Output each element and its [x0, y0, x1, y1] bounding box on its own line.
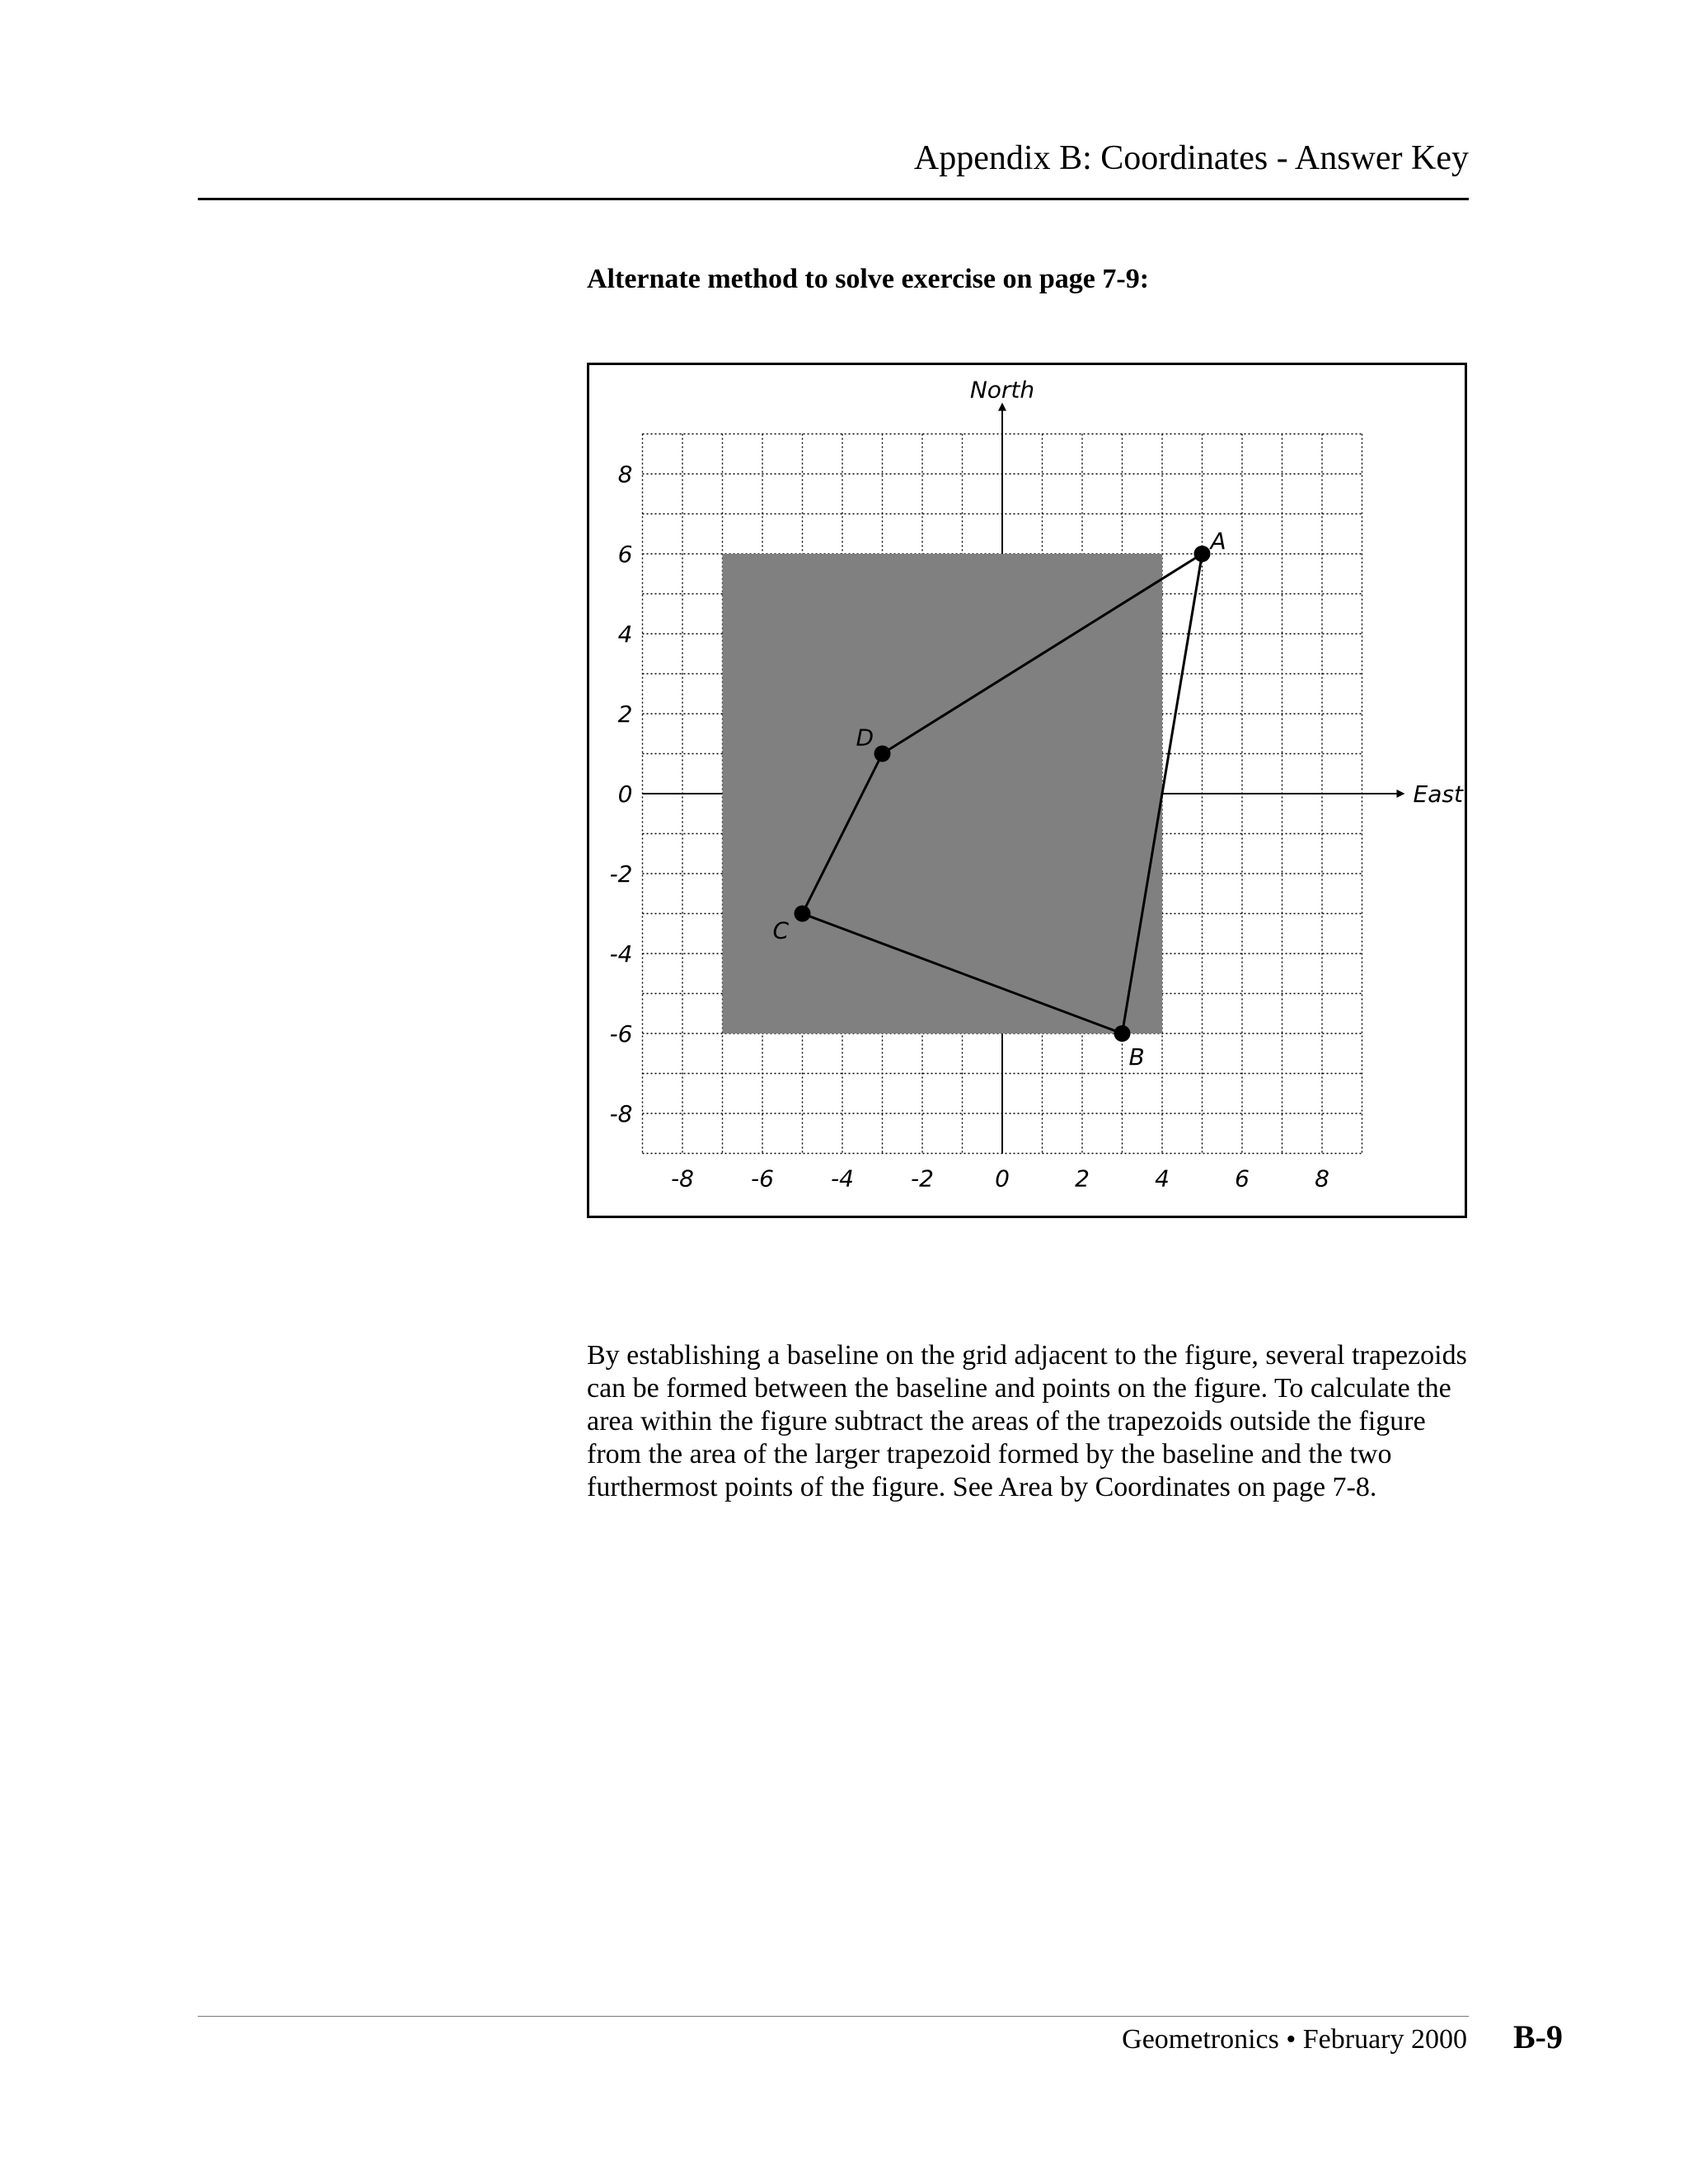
x-tick-label: -6 [751, 1165, 774, 1193]
y-tick-label: -8 [609, 1100, 633, 1127]
y-tick-label: 8 [617, 461, 633, 488]
point-label-b: B [1128, 1043, 1145, 1071]
point-label-c: C [772, 916, 790, 944]
point-label-d: D [856, 724, 874, 752]
coordinate-grid [589, 365, 1470, 1221]
y-tick-label: 0 [617, 780, 633, 808]
x-tick-label: 2 [1075, 1165, 1090, 1193]
x-tick-label: 8 [1315, 1165, 1329, 1193]
shaded-rectangle [723, 554, 1163, 1033]
point-a [1194, 546, 1211, 562]
x-tick-label: -8 [671, 1165, 694, 1193]
page-title: Appendix B: Coordinates - Answer Key [913, 139, 1469, 177]
y-tick-label: 4 [617, 621, 633, 648]
x-tick-label: 4 [1155, 1165, 1170, 1193]
coordinate-figure [587, 363, 1467, 1218]
y-tick-label: 2 [617, 701, 633, 728]
y-tick-label: -4 [609, 940, 633, 968]
point-c [795, 906, 811, 922]
x-tick-label: 0 [995, 1165, 1010, 1193]
point-label-a: A [1210, 527, 1226, 555]
section-heading: Alternate method to solve exercise on page 7-9: [587, 264, 1150, 294]
page-header [198, 138, 1469, 200]
x-tick-label: 6 [1235, 1165, 1250, 1193]
y-tick-label: 6 [617, 541, 633, 568]
east-label: East [1413, 780, 1463, 808]
footer-text: Geometronics • February 2000 [1122, 2024, 1467, 2055]
point-b [1114, 1025, 1131, 1042]
footer-rule [198, 2016, 1469, 2017]
point-d [874, 746, 891, 762]
y-tick-label: -6 [609, 1020, 633, 1047]
y-tick-label: -2 [609, 860, 633, 888]
body-paragraph: By establishing a baseline on the grid adjacent to the figure, several trapezoids can be formed between the baseline and points on the figure. To calculate the area within the figure subtract the areas of the trapezoids outside the figure from the area of the larger trapezoid formed by the baseline and the two furthermost points of the figure. See Area by Coordinates on page 7-8. [587, 1340, 1467, 1502]
page-number: B-9 [1513, 2018, 1563, 2055]
x-tick-label: -2 [911, 1165, 934, 1193]
north-label: North [969, 376, 1035, 404]
x-tick-label: -4 [831, 1165, 854, 1193]
